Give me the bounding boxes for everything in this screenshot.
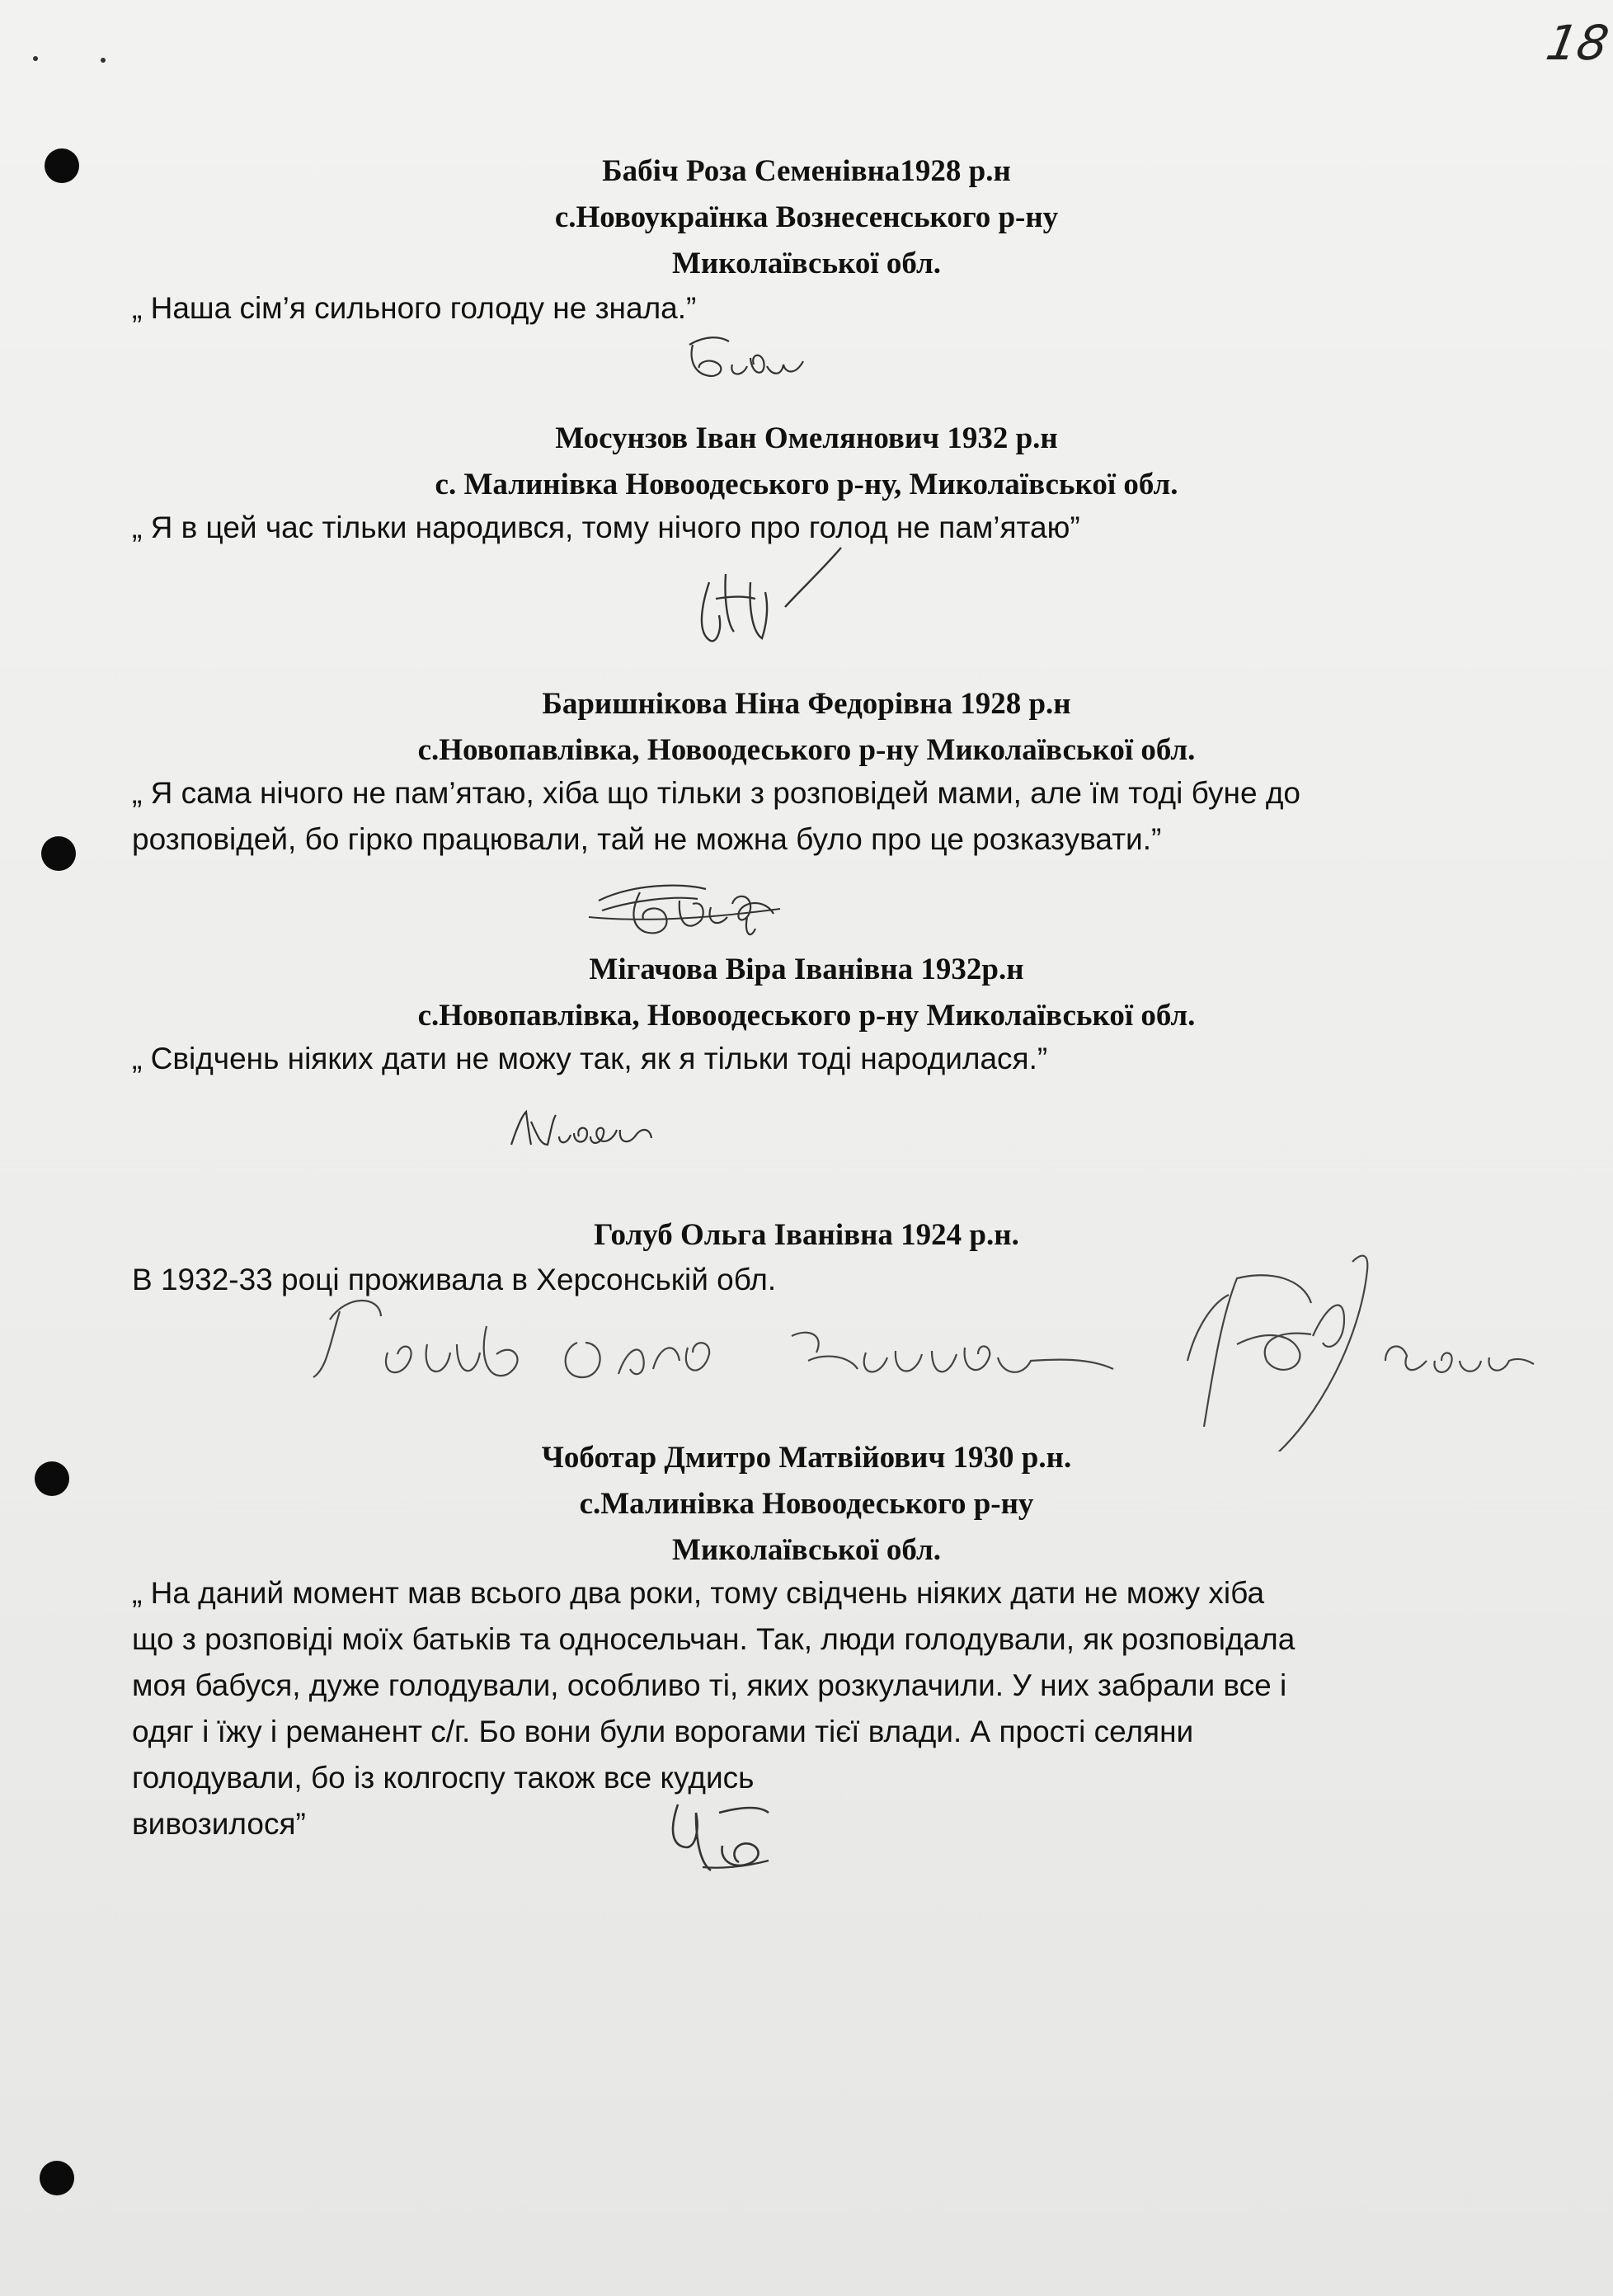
entry-heading: Миколаївської обл.	[672, 247, 941, 280]
entry-heading: с. Малинівка Новоодеського р-ну, Миколаївської обл.	[435, 468, 1178, 501]
entry-heading: Баришнікова Ніна Федорівна 1928 р.н	[542, 687, 1071, 721]
testimony: „ На даний момент мав всього два роки, тому свідчень ніяких дати не можу хіба що з розповіді моїх батьків та односельчан. Так, люди голодували, як розповідала моя бабуся, дуже голодували, особливо ті, яких розкулачили. У них забрали все і одяг і їжу і реманент с/г. Бо вони були ворогами тієї влади. А прості селяни голодували, бо із колгоспу також все кудись вивозилося”	[132, 1576, 1296, 1841]
entry-heading: Голуб Ольга Іванівна 1924 р.н.	[594, 1218, 1019, 1252]
signature-babich	[681, 328, 821, 386]
entry-heading: Миколаївської обл.	[672, 1533, 941, 1567]
signature-baryshnikova	[582, 868, 813, 942]
entry-heading: с.Новопавлівка, Новоодеського р-ну Миколаївської обл.	[417, 733, 1196, 767]
signature-golub	[280, 1237, 1550, 1451]
testimony: „ Я сама нічого не пам’ятаю, хіба що тільки з розповідей мами, але їм тоді буне до розповідей, бо гірко працювали, тай не можна було про це розказувати.”	[132, 776, 1300, 856]
signature-chobotar	[653, 1788, 777, 1879]
entry-heading: с.Малинівка Новоодеського р-ну	[579, 1487, 1034, 1521]
page-number: 18	[1542, 15, 1613, 71]
entry-heading: с.Новоукраїнка Вознесенського р-ну	[554, 200, 1059, 234]
entry-heading: Мігачова Віра Іванівна 1932р.н	[589, 953, 1024, 986]
entry-heading: Чоботар Дмитро Матвійович 1930 р.н.	[541, 1441, 1072, 1475]
testimony: „ Я в цей час тільки народився, тому нічого про голод не пам’ятаю”	[132, 510, 1080, 544]
entry-heading: Мосунзов Іван Омелянович 1932 р.н	[555, 421, 1058, 455]
punch-hole	[40, 2161, 74, 2195]
testimony: „ Свідчень ніяких дати не можу так, як я тільки тоді народилася.”	[132, 1042, 1048, 1075]
punch-hole	[41, 836, 76, 871]
scan-speck	[33, 56, 38, 61]
entry-heading: с.Новопавлівка, Новоодеського р-ну Миколаївської обл.	[417, 999, 1196, 1033]
signature-mosunzov	[676, 541, 858, 648]
signature-migachova	[505, 1097, 670, 1155]
scan-speck	[101, 58, 106, 63]
entry-heading: Бабіч Роза Семенівна1928 р.н	[602, 154, 1011, 188]
testimony: „ Наша сім’я сильного голоду не знала.”	[132, 291, 697, 325]
testimony: В 1932-33 році проживала в Херсонській обл.	[132, 1263, 777, 1296]
